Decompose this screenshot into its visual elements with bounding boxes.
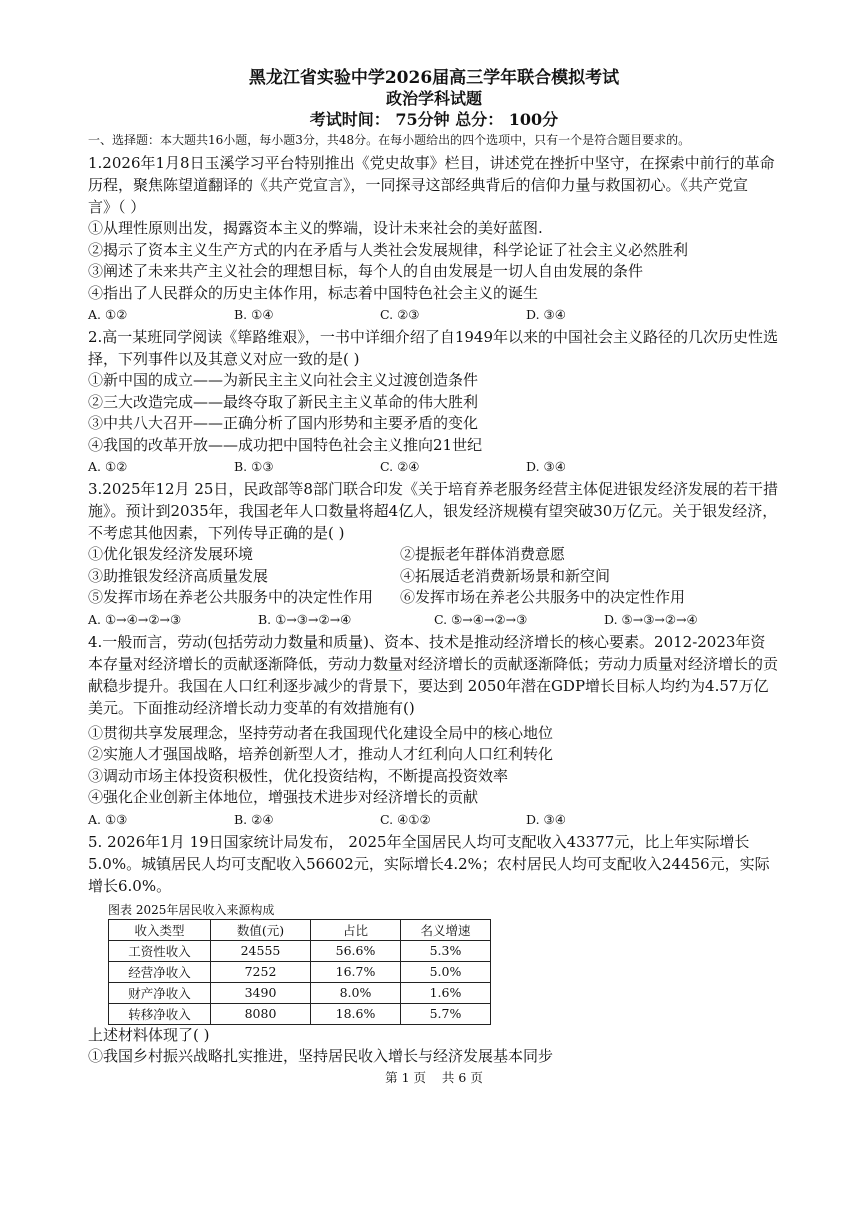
question-5 [88, 831, 778, 1068]
question-4-stem: 4.一般而言，劳动(包括劳动力数量和质量)、资本、技术是推动经济增长的核心要素。2012-2023年资本存量对经济增长的贡献逐渐降低，劳动力数量对经济增长的贡献逐渐降低；劳动力质量对经济增长的贡献稳步提升。我国在人口红利逐步减少的背景下，要达到 2050年潜在GDP增长目标人均约为4.57万亿美元。下面推动经济增长动力变革的有效措施有() [88, 632, 779, 717]
question-1 [88, 152, 778, 325]
table-row [109, 940, 491, 961]
table-cell: 8.0% [311, 982, 401, 1003]
question-3-items [88, 544, 778, 609]
exam-info: 考试时间： 75分钟 总分： 100分 [309, 110, 559, 129]
question-2-item: ①新中国的成立——为新民主主义向社会主义过渡创造条件 [88, 371, 479, 389]
option-d: D. ③④ [526, 307, 566, 322]
question-5-stem: 5. 2026年1月 19日国家统计局发布， 2025年全国居民人均可支配收入43377元，比上年实际增长5.0%。城镇居民人均可支配收入56602元，实际增长4.2%；农村居民人均可支配收入24456元，实际增长6.0%。 [88, 832, 770, 895]
option-b: B. ①④ [234, 307, 274, 322]
option-d: D. ③④ [526, 811, 566, 827]
question-1-item: ②揭示了资本主义生产方式的内在矛盾与人类社会发展规律，科学论证了社会主义必然胜利 [88, 240, 689, 259]
option-a: A. ①③ [88, 811, 128, 827]
question-3-item: ②提振老年群体消费意愿 [400, 545, 566, 563]
income-table [108, 919, 491, 1025]
section-instructions: 一、选择题：本大题共16小题，每小题3分，共48分。在每小题给出的四个选项中，只有一个是符合题目要求的。 [88, 133, 691, 147]
question-4-item: ①贯彻共享发展理念，坚持劳动者在我国现代化建设全局中的核心地位 [88, 723, 554, 742]
option-d: D. ③④ [526, 459, 566, 474]
exam-title: 黑龙江省实验中学2026届高三学年联合模拟考试 [248, 68, 620, 88]
option-c: C. ⑤→④→②→③ [434, 611, 528, 627]
table-cell: 7252 [211, 961, 311, 982]
table-cell: 工资性收入 [109, 940, 211, 961]
option-b: B. ②④ [234, 811, 274, 827]
question-1-item: ③阐述了未来共产主义社会的理想目标，每个人的自由发展是一切人自由发展的条件 [88, 262, 644, 280]
question-4-options [88, 809, 778, 830]
option-b: B. ①→③→②→④ [258, 611, 352, 627]
question-5-item: ①我国乡村振兴战略扎实推进，坚持居民收入增长与经济发展基本同步 [88, 1047, 554, 1065]
question-3-item: ⑤发挥市场在养老公共服务中的决定性作用 [88, 588, 374, 606]
question-1-stem: 1.2026年1月8日玉溪学习平台特别推出《党史故事》栏目，讲述党在挫折中坚守，在探索中前行的革命历程，聚焦陈望道翻译的《共产党宣言》，一同探寻这部经典背后的信仰力量与救国初心。《共产党宣言》（ ） [88, 154, 775, 216]
question-1-items [88, 218, 778, 304]
question-3-item: ④拓展适老消费新场景和新空间 [400, 566, 611, 585]
option-a: A. ①② [88, 307, 128, 322]
question-4-item: ④强化企业创新主体地位，增强技术进步对经济增长的贡献 [88, 788, 479, 806]
question-3 [88, 478, 778, 630]
question-2 [88, 326, 778, 477]
question-2-options [88, 456, 778, 477]
table-row [109, 1003, 491, 1024]
page-footer: 第 1 页 共 6 页 [385, 1070, 483, 1085]
table-cell: 8080 [211, 1003, 311, 1024]
table-row [109, 982, 491, 1003]
option-c: C. ④①② [380, 811, 431, 827]
table-row [109, 961, 491, 982]
exam-content [88, 132, 778, 1069]
question-3-item: ③助推银发经济高质量发展 [88, 566, 269, 585]
table-header-cell: 名义增速 [401, 919, 491, 940]
table-cell: 财产净收入 [109, 982, 211, 1003]
option-c: C. ②④ [380, 459, 420, 474]
question-4-items [88, 723, 778, 809]
option-d: D. ⑤→③→②→④ [604, 611, 698, 627]
table-cell: 5.3% [401, 940, 491, 961]
question-2-stem: 2.高一某班同学阅读《筚路维艰》，一书中详细介绍了自1949年以来的中国社会主义路径的几次历史性选择，下列事件以及其意义对应一致的是( ) [88, 328, 778, 368]
question-1-item: ④指出了人民群众的历史主体作用，标志着中国特色社会主义的诞生 [88, 283, 539, 302]
table-header-cell: 收入类型 [109, 919, 211, 940]
question-1-options [88, 304, 778, 325]
table-header-row [109, 919, 491, 940]
question-5-prompt: 上述材料体现了( ) [88, 1025, 210, 1044]
table-cell: 1.6% [401, 982, 491, 1003]
table-caption: 图表 2025年居民收入来源构成 [108, 902, 275, 917]
option-b: B. ①③ [234, 459, 274, 474]
table-cell: 转移净收入 [109, 1003, 211, 1024]
question-4 [88, 631, 778, 830]
question-4-item: ③调动市场主体投资积极性，优化投资结构，不断提高投资效率 [88, 766, 509, 785]
question-4-item: ②实施人才强国战略，培养创新型人才，推动人才红利向人口红利转化 [88, 745, 554, 763]
table-cell: 3490 [211, 982, 311, 1003]
option-a: A. ①→④→②→③ [88, 611, 182, 627]
table-cell: 24555 [211, 940, 311, 961]
question-3-item: ①优化银发经济发展环境 [88, 545, 254, 563]
option-a: A. ①② [88, 459, 128, 474]
table-cell: 经营净收入 [109, 961, 211, 982]
question-2-item: ②三大改造完成——最终夺取了新民主主义革命的伟大胜利 [88, 392, 479, 411]
question-3-stem: 3.2025年12月 25日，民政部等8部门联合印发《关于培育养老服务经营主体促进银发经济发展的若干措施》。预计到2035年，我国老年人口数量将超4亿人，银发经济规模有望突破30万亿元。关于银发经济，不考虑其他因素，下列传导正确的是( ) [88, 480, 778, 542]
question-3-item: ⑥发挥市场在养老公共服务中的决定性作用 [400, 588, 686, 606]
question-2-item: ④我国的改革开放——成功把中国特色社会主义推向21世纪 [88, 435, 483, 454]
table-cell: 5.0% [401, 961, 491, 982]
question-2-items [88, 370, 778, 456]
option-c: C. ②③ [380, 307, 420, 322]
table-header-cell: 占比 [311, 919, 401, 940]
table-cell: 56.6% [311, 940, 401, 961]
question-3-options [88, 609, 778, 630]
table-header-cell: 数值(元) [211, 919, 311, 940]
exam-subject: 政治学科试题 [385, 89, 482, 108]
question-2-item: ③中共八大召开——正确分析了国内形势和主要矛盾的变化 [88, 414, 479, 432]
table-cell: 5.7% [401, 1003, 491, 1024]
table-cell: 16.7% [311, 961, 401, 982]
table-cell: 18.6% [311, 1003, 401, 1024]
question-1-item: ①从理性原则出发，揭露资本主义的弊端，设计未来社会的美好蓝图. [88, 219, 543, 237]
